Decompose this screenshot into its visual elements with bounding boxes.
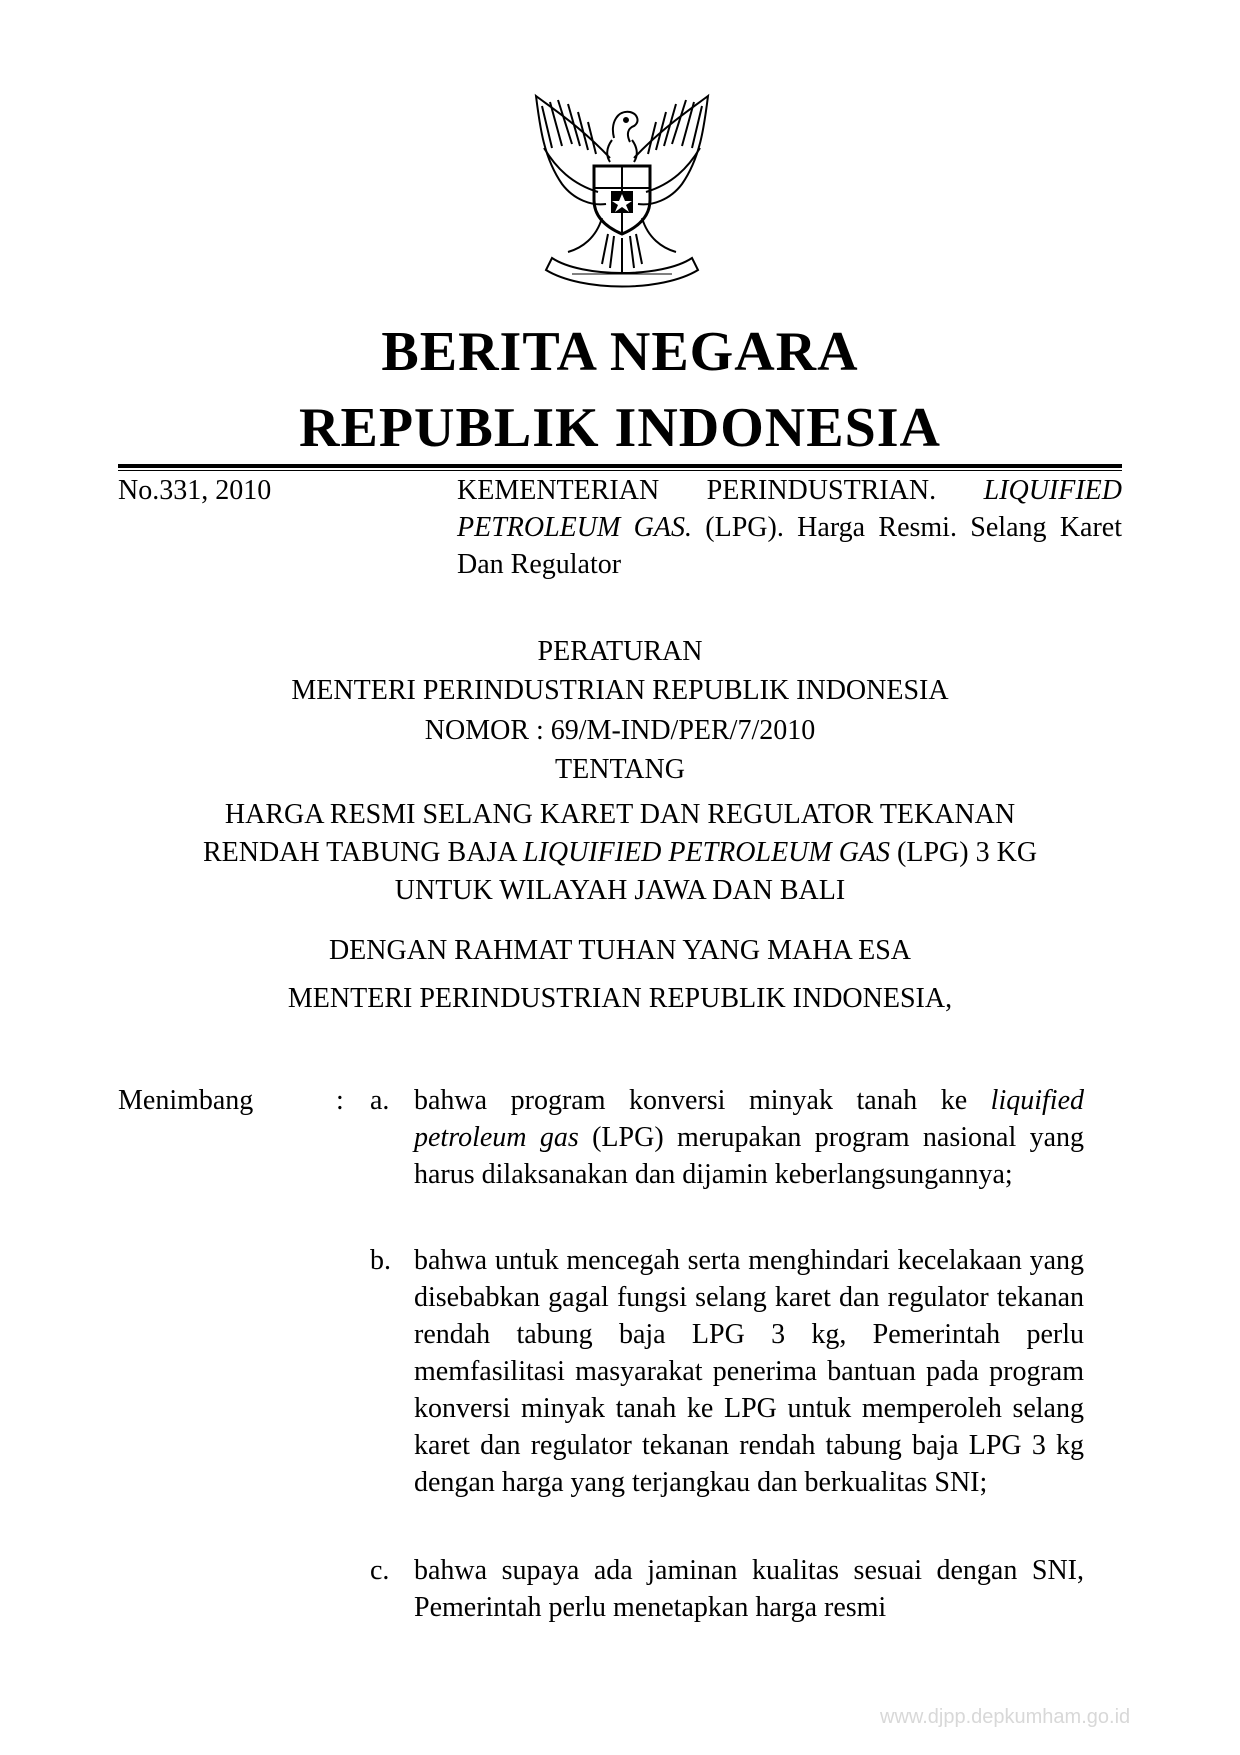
regulation-type: PERATURAN	[537, 636, 703, 667]
considering-item-letter: c.	[370, 1555, 390, 1586]
regulation-title-line3: UNTUK WILAYAH JAWA DAN BALI	[394, 875, 846, 906]
regulation-issuer: MENTERI PERINDUSTRIAN REPUBLIK INDONESIA	[291, 675, 949, 706]
considering-colon: :	[336, 1085, 344, 1116]
preamble-line1: DENGAN RAHMAT TUHAN YANG MAHA ESA	[328, 935, 912, 966]
gazette-number: No.331, 2010	[118, 475, 272, 506]
considering-item-text: bahwa untuk mencegah serta menghindari kecelakaan yang disebabkan gagal fungsi selang karet dan regulator tekanan rendah tabung baja LPG 3 kg, Pemerintah perlu memfasilitasi masyarakat penerima bantuan pada program konversi minyak tanah ke LPG untuk memperoleh selang karet dan regulator tekanan rendah tabung baja LPG 3 kg dengan harga yang terjangkau dan berkualitas SNI;	[414, 1245, 1084, 1498]
regulation-about: TENTANG	[555, 754, 685, 785]
masthead-subtitle: REPUBLIK INDONESIA	[299, 397, 941, 459]
considering-item-letter: b.	[370, 1245, 391, 1276]
regulation-title-line1: HARGA RESMI SELANG KARET DAN REGULATOR TEKANAN	[224, 799, 1016, 830]
considering-label: Menimbang	[118, 1085, 254, 1116]
watermark: www.djpp.depkumham.go.id	[880, 1706, 1131, 1728]
gazette-subject: KEMENTERIAN PERINDUSTRIAN. LIQUIFIED PETROLEUM GAS. (LPG). Harga Resmi. Selang Karet Dan Regulator	[457, 475, 1122, 580]
considering-item-text: bahwa program konversi minyak tanah ke liquified petroleum gas (LPG) merupakan program nasional yang harus dilaksanakan dan dijamin keberlangsungannya;	[414, 1085, 1085, 1190]
regulation-number: NOMOR : 69/M-IND/PER/7/2010	[424, 715, 816, 746]
header-divider	[118, 464, 1122, 468]
masthead-title: BERITA NEGARA	[381, 321, 859, 383]
preamble-line2: MENTERI PERINDUSTRIAN REPUBLIK INDONESIA,	[287, 983, 953, 1014]
regulation-title-line2: RENDAH TABUNG BAJA LIQUIFIED PETROLEUM GAS (LPG) 3 KG	[202, 837, 1038, 868]
considering-item-text: bahwa supaya ada jaminan kualitas sesuai dengan SNI, Pemerintah perlu menetapkan harga resmi	[414, 1555, 1084, 1623]
considering-item-letter: a.	[370, 1085, 390, 1116]
header-divider-thin	[118, 470, 1122, 471]
garuda-emblem-icon	[522, 88, 722, 298]
